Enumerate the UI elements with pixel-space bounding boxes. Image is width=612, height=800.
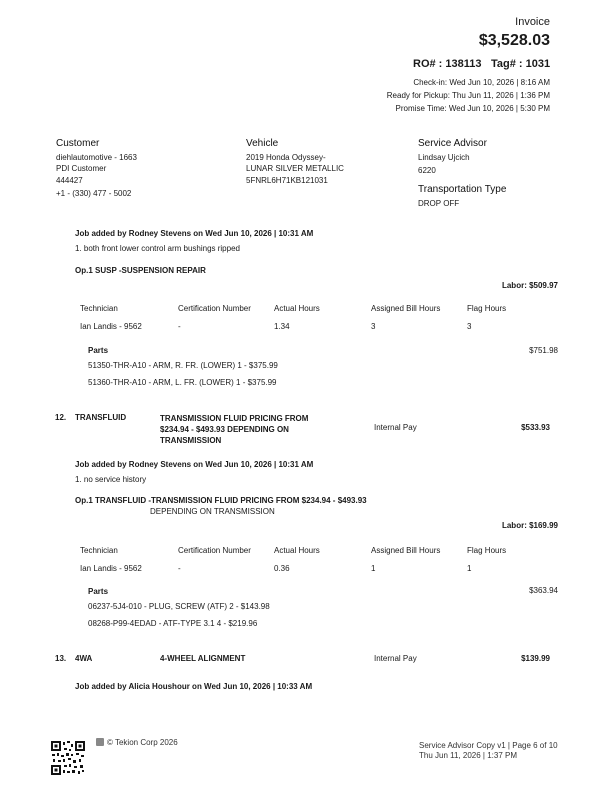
customer-name: diehlautomotive - 1663 (56, 153, 137, 162)
job13-code: 4WA (75, 654, 93, 663)
job11-hdr-flag: Flag Hours (467, 304, 507, 313)
tekion-logo-icon (96, 738, 104, 746)
job12-code: TRANSFLUID (75, 413, 127, 422)
job11-assigned: 3 (371, 322, 376, 331)
job12-hdr-assigned: Assigned Bill Hours (371, 546, 441, 555)
advisor-number: 6220 (418, 166, 436, 175)
job11-labor: Labor: $509.97 (501, 281, 558, 290)
job12-added: Job added by Rodney Stevens on Wed Jun 10, 2026 | 10:31 AM (75, 460, 314, 469)
job12-desc: TRANSMISSION FLUID PRICING FROM $234.94 - $493.93 DEPENDING ON TRANSMISSION (160, 414, 309, 445)
customer-number: 444427 (56, 176, 83, 185)
job12-op2: DEPENDING ON TRANSMISSION (150, 507, 275, 516)
checkin-time: Check-in: Wed Jun 10, 2026 | 8:16 AM (413, 78, 550, 87)
transport-type: DROP OFF (418, 199, 460, 208)
job12-price: $533.93 (521, 423, 550, 432)
job13-added: Job added by Alicia Houshour on Wed Jun 10, 2026 | 10:33 AM (75, 682, 313, 691)
footer-copyright: © Tekion Corp 2026 (107, 738, 178, 747)
job12-op: Op.1 TRANSFLUID -TRANSMISSION FLUID PRICING FROM $234.94 - $493.93 (75, 496, 367, 505)
job12-parts-total: $363.94 (529, 586, 558, 595)
job11-cert: - (178, 322, 181, 331)
job11-parts-total: $751.98 (529, 346, 558, 355)
customer-heading: Customer (56, 138, 100, 149)
footer-copy-page: Service Advisor Copy v1 | Page 6 of 10 (419, 741, 558, 750)
job12-labor: Labor: $169.99 (501, 521, 558, 530)
vehicle-heading: Vehicle (246, 138, 279, 149)
job11-flag: 3 (467, 322, 472, 331)
job12-actual: 0.36 (274, 564, 290, 573)
job11-hdr-cert: Certification Number (178, 304, 251, 313)
ready-time: Ready for Pickup: Thu Jun 11, 2026 | 1:36 PM (386, 91, 550, 100)
job12-flag: 1 (467, 564, 472, 573)
advisor-name: Lindsay Ujcich (418, 153, 470, 162)
ro-number: RO# : 138113 (413, 58, 482, 70)
job12-parts-label: Parts (88, 587, 109, 596)
job11-hdr-tech: Technician (80, 304, 118, 313)
job11-tech: Ian Landis - 9562 (80, 322, 142, 331)
invoice-label: Invoice (515, 16, 550, 28)
vehicle-color: LUNAR SILVER METALLIC (246, 164, 344, 173)
job13-price: $139.99 (521, 654, 550, 663)
job11-op: Op.1 SUSP -SUSPENSION REPAIR (75, 266, 206, 275)
job11-hdr-actual: Actual Hours (274, 304, 320, 313)
job13-pay: Internal Pay (374, 654, 417, 663)
job11-hdr-assigned: Assigned Bill Hours (371, 304, 441, 313)
job12-num: 12. (55, 413, 67, 422)
job12-pay: Internal Pay (374, 423, 417, 432)
job12-part-1: 06237-5J4-010 - PLUG, SCREW (ATF) 2 - $143.98 (88, 602, 270, 611)
job11-actual: 1.34 (274, 322, 290, 331)
job12-hdr-actual: Actual Hours (274, 546, 320, 555)
qr-code-icon (50, 740, 86, 776)
customer-type: PDI Customer (56, 164, 107, 173)
job12-assigned: 1 (371, 564, 376, 573)
vehicle-vin: 5FNRL6H71KB121031 (246, 176, 328, 185)
job12-tech: Ian Landis - 9562 (80, 564, 142, 573)
job11-parts-label: Parts (88, 346, 109, 355)
job12-cert: - (178, 564, 181, 573)
job12-hdr-cert: Certification Number (178, 546, 251, 555)
tag-number: Tag# : 1031 (491, 58, 551, 70)
advisor-heading: Service Advisor (418, 138, 487, 149)
job13-num: 13. (55, 654, 67, 663)
invoice-total: $3,528.03 (478, 32, 550, 49)
vehicle-model: 2019 Honda Odyssey- (246, 153, 326, 162)
job11-part-2: 51360-THR-A10 - ARM, L. FR. (LOWER) 1 - $375.99 (88, 378, 277, 387)
job12-part-2: 08268-P99-4EDAD - ATF-TYPE 3.1 4 - $219.96 (88, 619, 258, 628)
job12-hdr-tech: Technician (80, 546, 118, 555)
transport-heading: Transportation Type (418, 184, 507, 195)
job12-hdr-flag: Flag Hours (467, 546, 507, 555)
job12-note: 1. no service history (75, 475, 147, 484)
footer-date: Thu Jun 11, 2026 | 1:37 PM (419, 751, 517, 760)
job11-added: Job added by Rodney Stevens on Wed Jun 10, 2026 | 10:31 AM (75, 229, 314, 238)
job11-part-1: 51350-THR-A10 - ARM, R. FR. (LOWER) 1 - $375.99 (88, 361, 278, 370)
customer-phone: +1 - (330) 477 - 5002 (56, 189, 132, 198)
job13-desc: 4-WHEEL ALIGNMENT (160, 654, 246, 663)
job11-note: 1. both front lower control arm bushings ripped (75, 244, 240, 253)
promise-time: Promise Time: Wed Jun 10, 2026 | 5:30 PM (395, 104, 550, 113)
